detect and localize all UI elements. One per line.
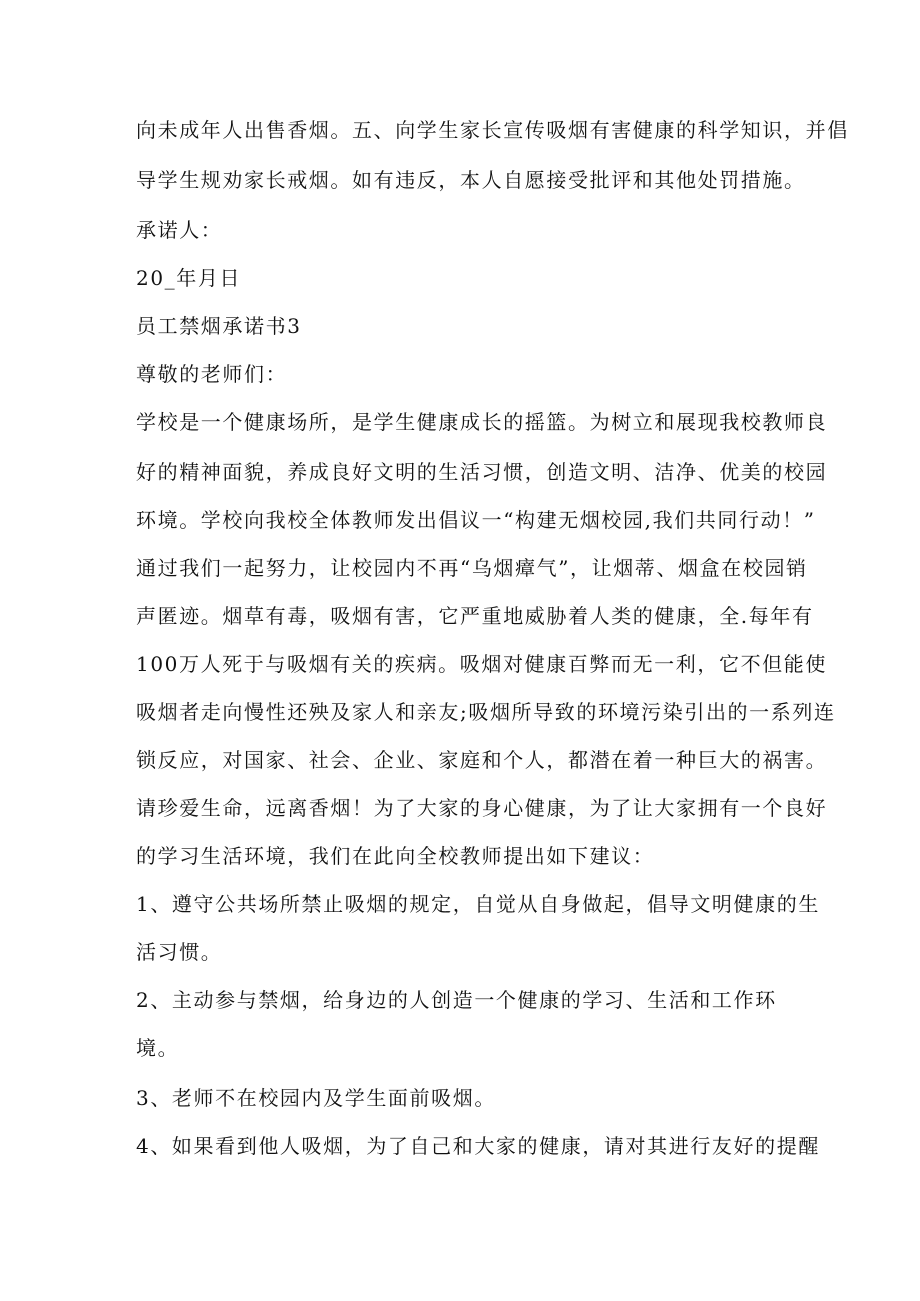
text-line: 环境。学校向我校全体教师发出倡议一“构建无烟校园,我们共同行动！” [136,508,816,532]
text-line: 通过我们一起努力，让校园内不再“乌烟瘴气”，让烟蒂、烟盒在校园销 [136,556,808,580]
list-item: 2、主动参与禁烟，给身边的人创造一个健康的学习、生活和工作环 [136,988,777,1012]
text-line: 声匿迹。烟草有毒，吸烟有害，它严重地威胁着人类的健康，全.每年有 [136,604,814,628]
list-item: 3、老师不在校园内及学生面前吸烟。 [136,1086,496,1110]
list-item-continuation: 活习惯。 [136,940,223,964]
text-line: 导学生规劝家长戒烟。如有违反，本人自愿接受批评和其他处罚措施。 [136,168,806,192]
list-item: 1、遵守公共场所禁止吸烟的规定，自觉从自身做起，倡导文明健康的生 [136,892,820,916]
text-line: 吸烟者走向慢性还殃及家人和亲友;吸烟所导致的环境污染引出的一系列连 [136,700,836,724]
text-line: 学校是一个健康场所，是学生健康成长的摇篮。为树立和展现我校教师良 [136,410,828,434]
text-line: 请珍爱生命，远离香烟！为了大家的身心健康，为了让大家拥有一个良好 [136,796,828,820]
text-line: 锁反应，对国家、社会、企业、家庭和个人，都潜在着一种巨大的祸害。 [136,748,828,772]
document-title: 员工禁烟承诺书3 [136,314,302,338]
signatory-label: 承诺人： [136,218,223,242]
list-item: 4、如果看到他人吸烟，为了自己和大家的健康，请对其进行友好的提醒 [136,1134,820,1158]
salutation: 尊敬的老师们： [136,362,288,386]
text-line: 100万人死于与吸烟有关的疾病。吸烟对健康百弊而无一利，它不但能使 [136,652,827,676]
date-line: 20_年月日 [136,266,242,290]
list-item-continuation: 境。 [136,1036,180,1060]
text-line: 的学习生活环境，我们在此向全校教师提出如下建议： [136,844,655,868]
text-line: 向未成年人出售香烟。五、向学生家长宣传吸烟有害健康的科学知识，并倡 [136,118,849,142]
text-line: 好的精神面貌，养成良好文明的生活习惯，创造文明、洁净、优美的校园 [136,460,828,484]
